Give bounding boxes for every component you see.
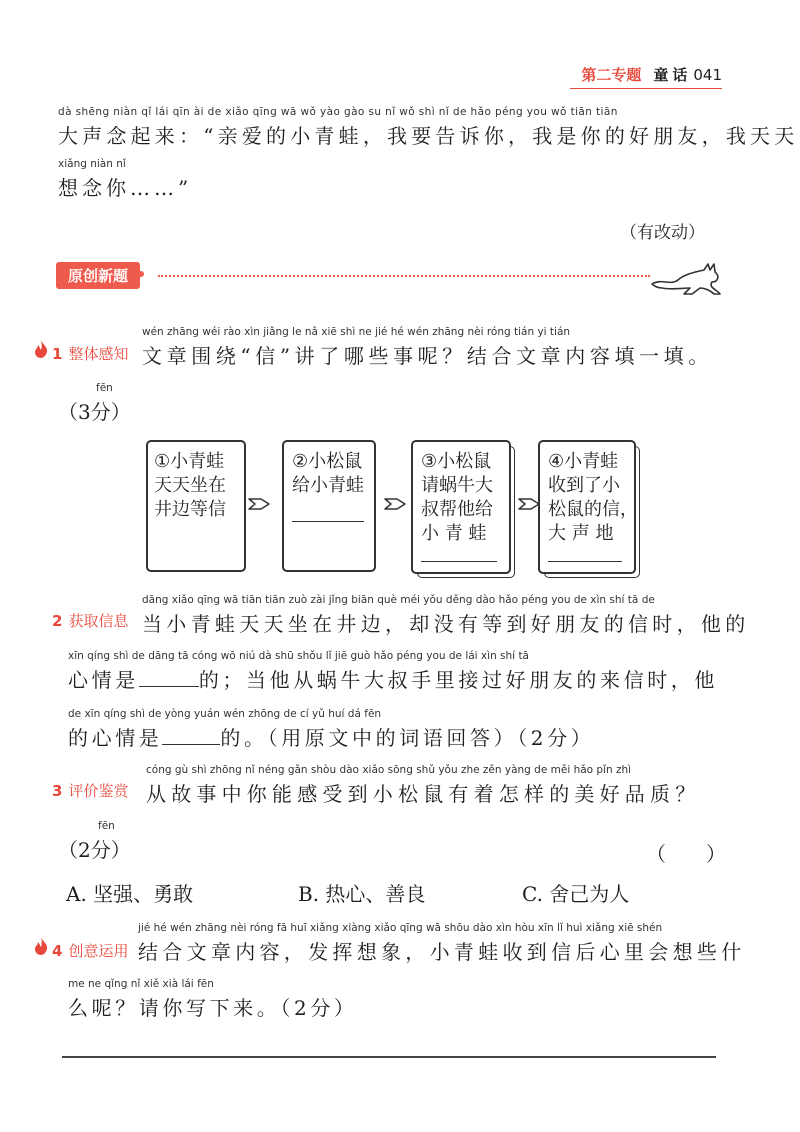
- header-rule: [570, 88, 722, 89]
- q3-score: （2分）: [58, 838, 131, 862]
- source-note: （有改动）: [620, 223, 705, 243]
- q2-pinyin-3: de xīn qíng shì de yòng yuán wén zhōng de cí yǔ huí dá fēn: [68, 708, 382, 720]
- q3-option-b[interactable]: B. 热心、善良: [298, 882, 426, 906]
- q4-number: 4: [52, 942, 63, 960]
- q2-text-2b: 的；当他从蜗牛大叔手里接过好朋友的来信时，他: [198, 668, 719, 692]
- q2-number: 2: [52, 612, 63, 630]
- q2-blank-1[interactable]: [139, 670, 199, 687]
- q1-pinyin: wén zhāng wéi rào xìn jiǎng le nǎ xiē shì ne jié hé wén zhāng nèi róng tián yi tián: [142, 326, 571, 338]
- q1-tag: 整体感知: [68, 345, 129, 363]
- q3-score-pinyin: fēn: [98, 820, 115, 832]
- q4-text-2: 么呢？请你写下来。（2分）: [68, 996, 358, 1020]
- flame-icon: [34, 937, 48, 955]
- q3-tag: 评价鉴赏: [68, 782, 129, 800]
- flow-arrow-icon: [384, 496, 406, 512]
- passage-line-1: 大声念起来：“亲爱的小青蛙，我要告诉你，我是你的好朋友，我天天: [58, 124, 799, 148]
- box1-line-3: 井边等信: [154, 499, 226, 520]
- q4-label: [52, 940, 128, 961]
- q1-text: 文章围绕“信”讲了哪些事呢？结合文章内容填一填。: [142, 344, 713, 368]
- q1-score-pinyin: fēn: [96, 382, 113, 394]
- box3-answer-blank[interactable]: [421, 560, 497, 562]
- box1-line-2: 天天坐在: [154, 475, 226, 496]
- cat-icon: [648, 258, 724, 298]
- box1-line-1: ①小青蛙: [154, 451, 225, 472]
- q2-text-1: 当小青蛙天天坐在井边，却没有等到好朋友的信时，他的: [142, 612, 750, 636]
- q2-pinyin-1: dāng xiǎo qīng wā tiān tiān zuò zài jǐng biān què méi yǒu děng dào hǎo péng you de xìn shí tā de: [142, 594, 655, 606]
- q2-text-2a: 心情是: [68, 668, 139, 692]
- section-divider: [158, 275, 650, 277]
- flow-box-1: [146, 440, 246, 572]
- box4-answer-blank[interactable]: [548, 560, 622, 562]
- q3-option-a[interactable]: A. 坚强、勇敢: [66, 882, 194, 906]
- passage-pinyin-1: dà shēng niàn qǐ lái qīn ài de xiǎo qīng wā wǒ yào gào su nǐ wǒ shì nǐ de hǎo péng you wǒ tiān tiān: [58, 106, 618, 118]
- box4-line-2: 收到了小: [548, 475, 620, 496]
- q4-text-1: 结合文章内容，发挥想象，小青蛙收到信后心里会想些什: [138, 940, 746, 964]
- flow-box-4: [538, 440, 636, 574]
- q4-answer-line[interactable]: [62, 1056, 716, 1058]
- q3-label: [52, 780, 128, 801]
- section-label: 第二专题: [581, 66, 642, 84]
- box2-line-2: 给小青蛙: [292, 475, 364, 496]
- section-badge: [56, 262, 140, 289]
- box4-line-3: 松鼠的信，: [548, 499, 638, 520]
- box4-line-1: ④小青蛙: [548, 451, 619, 472]
- q2-line-2: [68, 664, 718, 693]
- box2-answer-blank[interactable]: [292, 520, 364, 522]
- box4-line-4: 大 声 地: [548, 523, 614, 544]
- q3-number: 3: [52, 782, 63, 800]
- q4-pinyin-1: jié hé wén zhāng nèi róng fā huī xiǎng xiàng xiǎo qīng wā shōu dào xìn hòu xīn lǐ huì xiǎng xiē shén: [138, 922, 663, 934]
- chapter-title: 童话: [653, 66, 692, 84]
- q2-line-3: [68, 722, 594, 751]
- q2-pinyin-2: xīn qíng shì de dāng tā cóng wō niú dà shū shǒu lǐ jiē guò hǎo péng you de lái xìn shí tā: [68, 650, 529, 662]
- badge-dot: [138, 271, 144, 277]
- flow-arrow-icon: [248, 496, 270, 512]
- q1-number: 1: [52, 345, 63, 363]
- q2-tag: 获取信息: [68, 612, 129, 630]
- passage-line-2: 想念你……”: [58, 176, 193, 200]
- q1-label: [52, 343, 128, 364]
- box3-line-4: 小 青 蛙: [421, 523, 487, 544]
- flame-icon: [34, 340, 48, 358]
- page-number: 041: [693, 66, 722, 84]
- page-header: [581, 64, 722, 85]
- section-badge-label: 原创新题: [56, 262, 140, 289]
- q3-pinyin: cóng gù shì zhōng nǐ néng gǎn shòu dào xiǎo sōng shǔ yǒu zhe zěn yàng de měi hǎo pǐn zhì: [146, 764, 632, 776]
- q3-text: 从故事中你能感受到小松鼠有着怎样的美好品质？: [146, 782, 701, 806]
- box3-line-2: 请蜗牛大: [421, 475, 493, 496]
- q1-score: （3分）: [58, 400, 131, 424]
- passage-pinyin-2: xiǎng niàn nǐ: [58, 158, 126, 170]
- box2-line-1: ②小松鼠: [292, 451, 363, 472]
- flow-box-2: [282, 440, 376, 572]
- q2-text-3a: 的心情是: [68, 726, 163, 750]
- q3-option-c[interactable]: C. 舍己为人: [522, 882, 630, 906]
- flow-arrow-icon: [518, 496, 540, 512]
- q2-label: [52, 610, 128, 631]
- q4-pinyin-2: me ne qǐng nǐ xiě xià lái fēn: [68, 978, 214, 990]
- q2-blank-2[interactable]: [162, 728, 220, 745]
- flow-box-3: [411, 440, 511, 574]
- box3-line-3: 叔帮他给: [421, 499, 493, 520]
- q3-answer-parens[interactable]: （ ）: [646, 842, 726, 866]
- q4-tag: 创意运用: [68, 942, 129, 960]
- q2-text-3b: 的。（用原文中的词语回答）（2分）: [220, 726, 595, 750]
- box3-line-1: ③小松鼠: [421, 451, 492, 472]
